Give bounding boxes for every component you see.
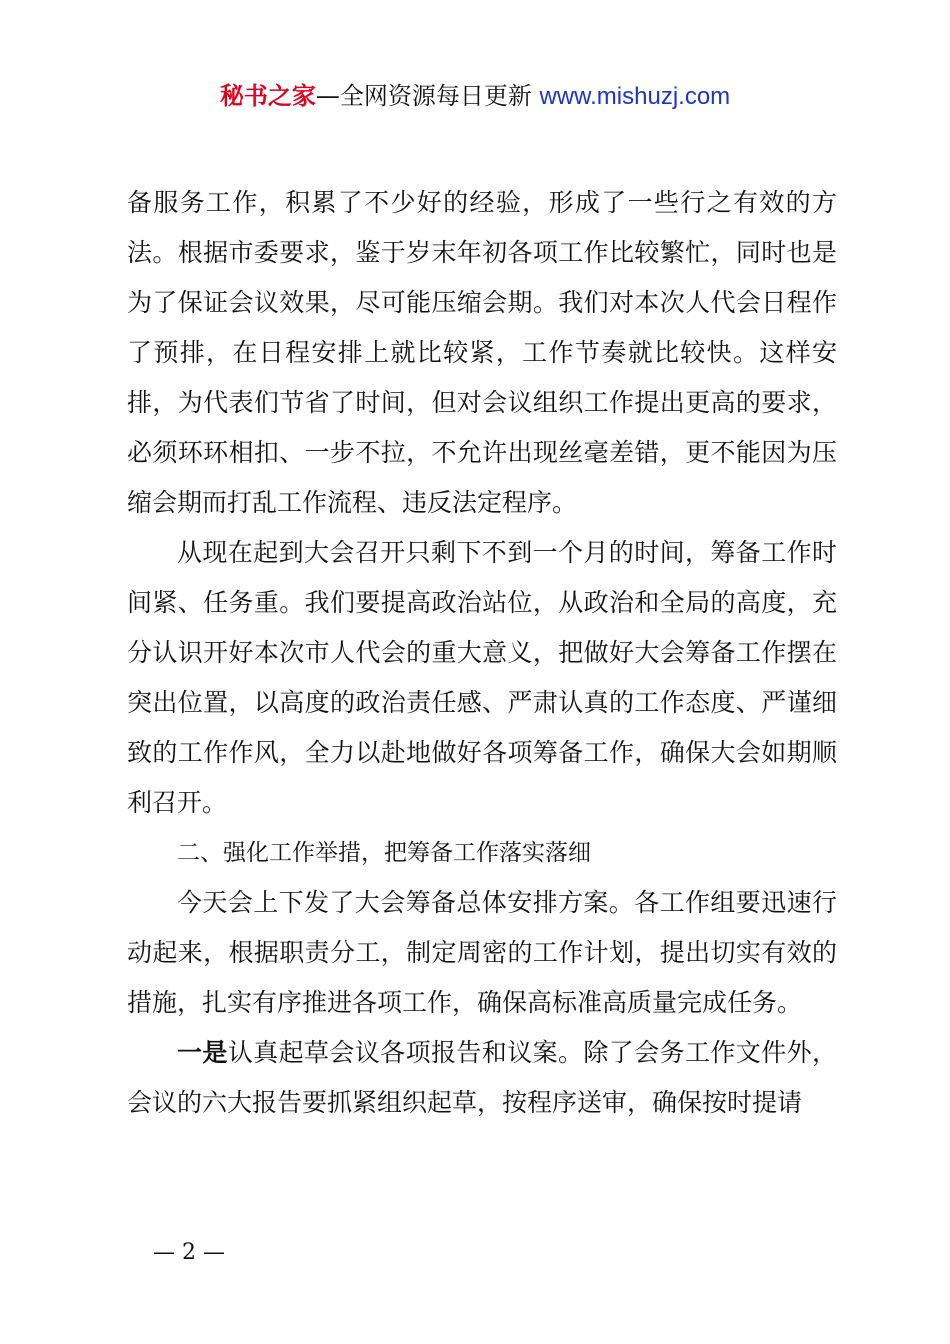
paragraph-continued: 备服务工作，积累了不少好的经验，形成了一些行之有效的方法。根据市委要求，鉴于岁末年初各项工作比较繁忙，同时也是为了保证会议效果，尽可能压缩会期。我们对本次人代会日程作了预排，在日程安排上就比较紧，工作节奏就比较快。这样安排，为代表们节省了时间，但对会议组织工作提出更高的要求，必须环环相扣、一步不拉，不允许出现丝毫差错，更不能因为压缩会期而打乱工作流程、违反法定程序。	[127, 188, 837, 517]
page-number: — 2 —	[153, 1240, 225, 1265]
paragraph-timeline: 从现在起到大会召开只剩下不到一个月的时间，筹备工作时间紧、任务重。我们要提高政治站位，从政治和全局的高度，充分认识开好本次市人代会的重大意义，把做好大会筹备工作摆在突出位置，以高度的政治责任感、严肃认真的工作态度、严谨细致的工作作风，全力以赴地做好各项筹备工作，确保大会如期顺利召开。	[127, 538, 837, 817]
document-body	[127, 178, 837, 1128]
section-heading: 二、强化工作举措，把筹备工作落实落细	[177, 840, 591, 866]
paragraph-first-item	[127, 1028, 837, 1128]
site-url[interactable]: www.mishuzj.com	[539, 83, 731, 110]
watermark-header	[0, 80, 950, 113]
brand-name: 秘书之家	[219, 82, 316, 110]
item-lead: 一是	[177, 1038, 228, 1067]
item-text: 认真起草会议各项报告和议案。除了会务工作文件外，会议的六大报告要抓紧组织起草，按程序送审，确保按时提请	[127, 1038, 837, 1117]
tagline: —全网资源每日更新	[315, 82, 532, 110]
paragraph-plan: 今天会上下发了大会筹备总体安排方案。各工作组要迅速行动起来，根据职责分工，制定周密的工作计划，提出切实有效的措施，扎实有序推进各项工作，确保高标准高质量完成任务。	[127, 888, 837, 1017]
